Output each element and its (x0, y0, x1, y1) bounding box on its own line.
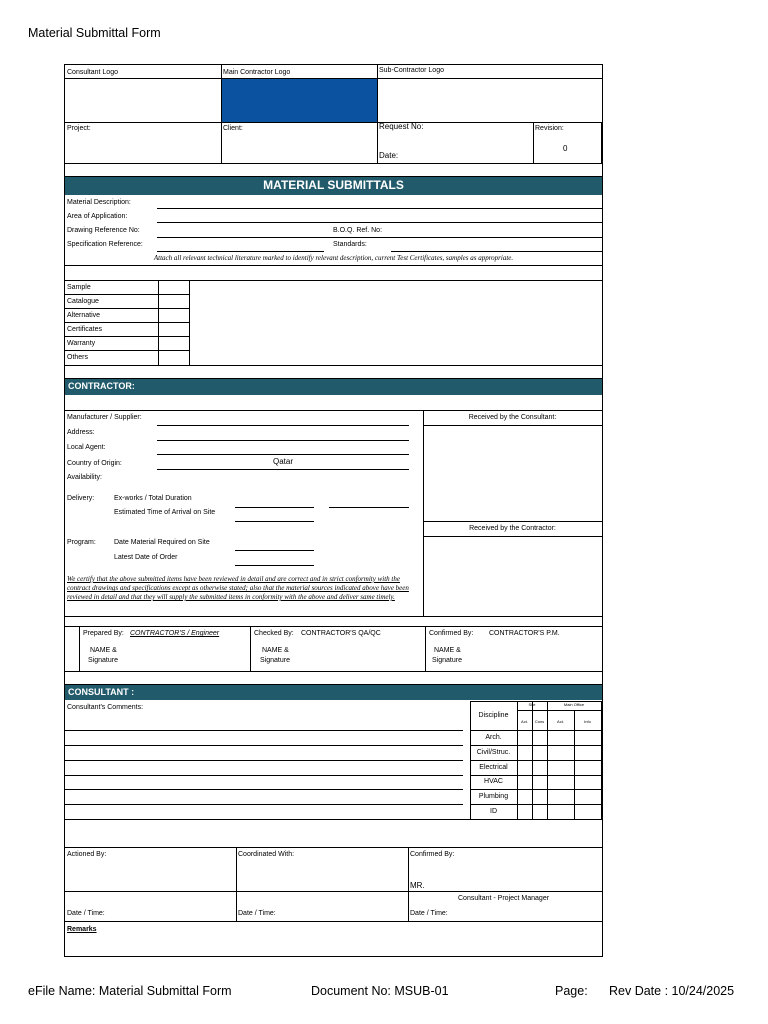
type-sample: Sample (67, 284, 91, 291)
type-others: Others (67, 354, 89, 361)
revision-value: 0 (563, 144, 568, 153)
consultant-title: CONSULTANT : (68, 687, 135, 697)
consultant-band (65, 685, 602, 700)
checked-signature: Signature (260, 657, 290, 664)
project-label: Project: (67, 125, 91, 132)
latest-order-label: Latest Date of Order (114, 554, 178, 561)
footer-rev-date: Rev Date : 10/24/2025 (609, 984, 735, 998)
footer-file-name: eFile Name: Material Submittal Form (28, 984, 232, 998)
discipline-hvac: HVAC (484, 778, 503, 785)
checked-by-label: Checked By: (254, 630, 294, 637)
type-certificates: Certificates (67, 326, 103, 333)
received-by-contractor: Received by the Contractor: (469, 525, 556, 532)
manufacturer-label: Manufacturer / Supplier: (67, 414, 142, 421)
prepared-by-label: Prepared By: (83, 630, 124, 637)
confirmed-by-label: Confirmed By: (429, 630, 474, 637)
confirmed-by-value: CONTRACTOR'S P.M. (489, 630, 560, 637)
specification-reference-label: Specification Reference: (67, 241, 143, 248)
prepared-signature: Signature (88, 657, 118, 664)
eta-label: Estimated Time of Arrival on Site (114, 509, 216, 516)
date-label: Date: (379, 151, 399, 160)
confirmed-signature: Signature (432, 657, 462, 664)
mr-label: MR. (410, 881, 425, 890)
revision-label: Revision: (535, 125, 564, 132)
ex-works-label: Ex-works / Total Duration (114, 495, 192, 502)
request-no-label: Request No: (379, 122, 424, 131)
material-submittal-form (64, 64, 603, 957)
address-label: Address: (67, 429, 95, 436)
type-warranty: Warranty (67, 340, 96, 347)
drawing-reference-label: Drawing Reference No: (67, 227, 140, 234)
discipline-id: ID (490, 808, 497, 815)
main-contractor-logo-label: Main Contractor Logo (223, 69, 291, 76)
prepared-name: NAME & (90, 647, 117, 654)
coordinated-with-label: Coordinated With: (238, 851, 295, 858)
confirmed-date-time: Date / Time: (410, 910, 448, 917)
discipline-header: Discipline (478, 712, 509, 719)
local-agent-label: Local Agent: (67, 444, 106, 451)
boq-ref-label: B.O.Q. Ref. No: (333, 227, 383, 234)
material-description-label: Material Description: (67, 199, 131, 206)
discipline-electrical: Electrical (479, 764, 508, 771)
delivery-label: Delivery: (67, 495, 95, 502)
discipline-civil: Civil/Struc. (476, 749, 511, 756)
consultant-confirmed-by-label: Confirmed By: (410, 851, 455, 858)
attach-note: Attach all relevant technical literature marked to identify relevant description, current Test Certificates, samples as appropriate. (153, 254, 514, 262)
program-label: Program: (67, 539, 96, 546)
document-title: Material Submittal Form (28, 26, 161, 40)
received-by-consultant: Received by the Consultant: (468, 414, 557, 421)
contractor-title: CONTRACTOR: (68, 381, 135, 391)
sub-header-site-cons: Cons (534, 719, 545, 724)
material-submittals-band (65, 177, 602, 195)
footer-document-no: Document No: MSUB-01 (311, 984, 449, 998)
type-catalogue: Catalogue (67, 298, 99, 305)
date-required-label: Date Material Required on Site (114, 539, 210, 546)
type-alternative: Alternative (67, 312, 101, 319)
checked-by-value: CONTRACTOR'S QA/QC (301, 630, 381, 637)
country-value: Qatar (272, 457, 293, 466)
consultant-comments-label: Consultant's Comments: (67, 704, 144, 711)
country-of-origin-label: Country of Origin: (67, 460, 122, 467)
actioned-by-label: Actioned By: (67, 851, 107, 858)
sub-header-office-act: Act. (557, 719, 564, 724)
checked-name: NAME & (262, 647, 289, 654)
standards-label: Standards: (333, 241, 367, 248)
consultant-logo-label: Consultant Logo (67, 69, 118, 76)
site-header: Site (528, 702, 536, 707)
footer-page: Page: (555, 984, 588, 998)
sub-header-office-info: Info (584, 719, 591, 724)
discipline-plumbing: Plumbing (478, 793, 509, 800)
availability-label: Availability: (67, 474, 102, 481)
certification-statement: We certify that the above submitted items have been reviewed in detail and are correct and in strict conformity with the contract drawings and specifications except as otherwise stated; also that the material sources indicated above have been reviewed in detail and that they will supply the submitted items in conformity with the above and deliver same timely. (67, 575, 409, 601)
area-of-application-label: Area of Application: (67, 213, 128, 220)
confirmed-name: NAME & (434, 647, 461, 654)
coordinated-date-time: Date / Time: (238, 910, 276, 917)
sub-header-site-act: Act. (521, 719, 528, 724)
main-office-header: Main Office (563, 702, 585, 707)
project-manager-label: Consultant - Project Manager (458, 895, 550, 902)
client-label: Client: (223, 125, 243, 132)
contractor-band (65, 379, 602, 395)
actioned-date-time: Date / Time: (67, 910, 105, 917)
remarks-label: Remarks (67, 926, 97, 933)
material-submittals-title: MATERIAL SUBMITTALS (263, 178, 404, 192)
prepared-by-value: CONTRACTOR'S / Engineer (130, 630, 220, 637)
discipline-arch: Arch. (485, 734, 502, 741)
sub-contractor-logo-label: Sub-Contractor Logo (379, 67, 444, 74)
main-contractor-logo-area (222, 79, 377, 122)
